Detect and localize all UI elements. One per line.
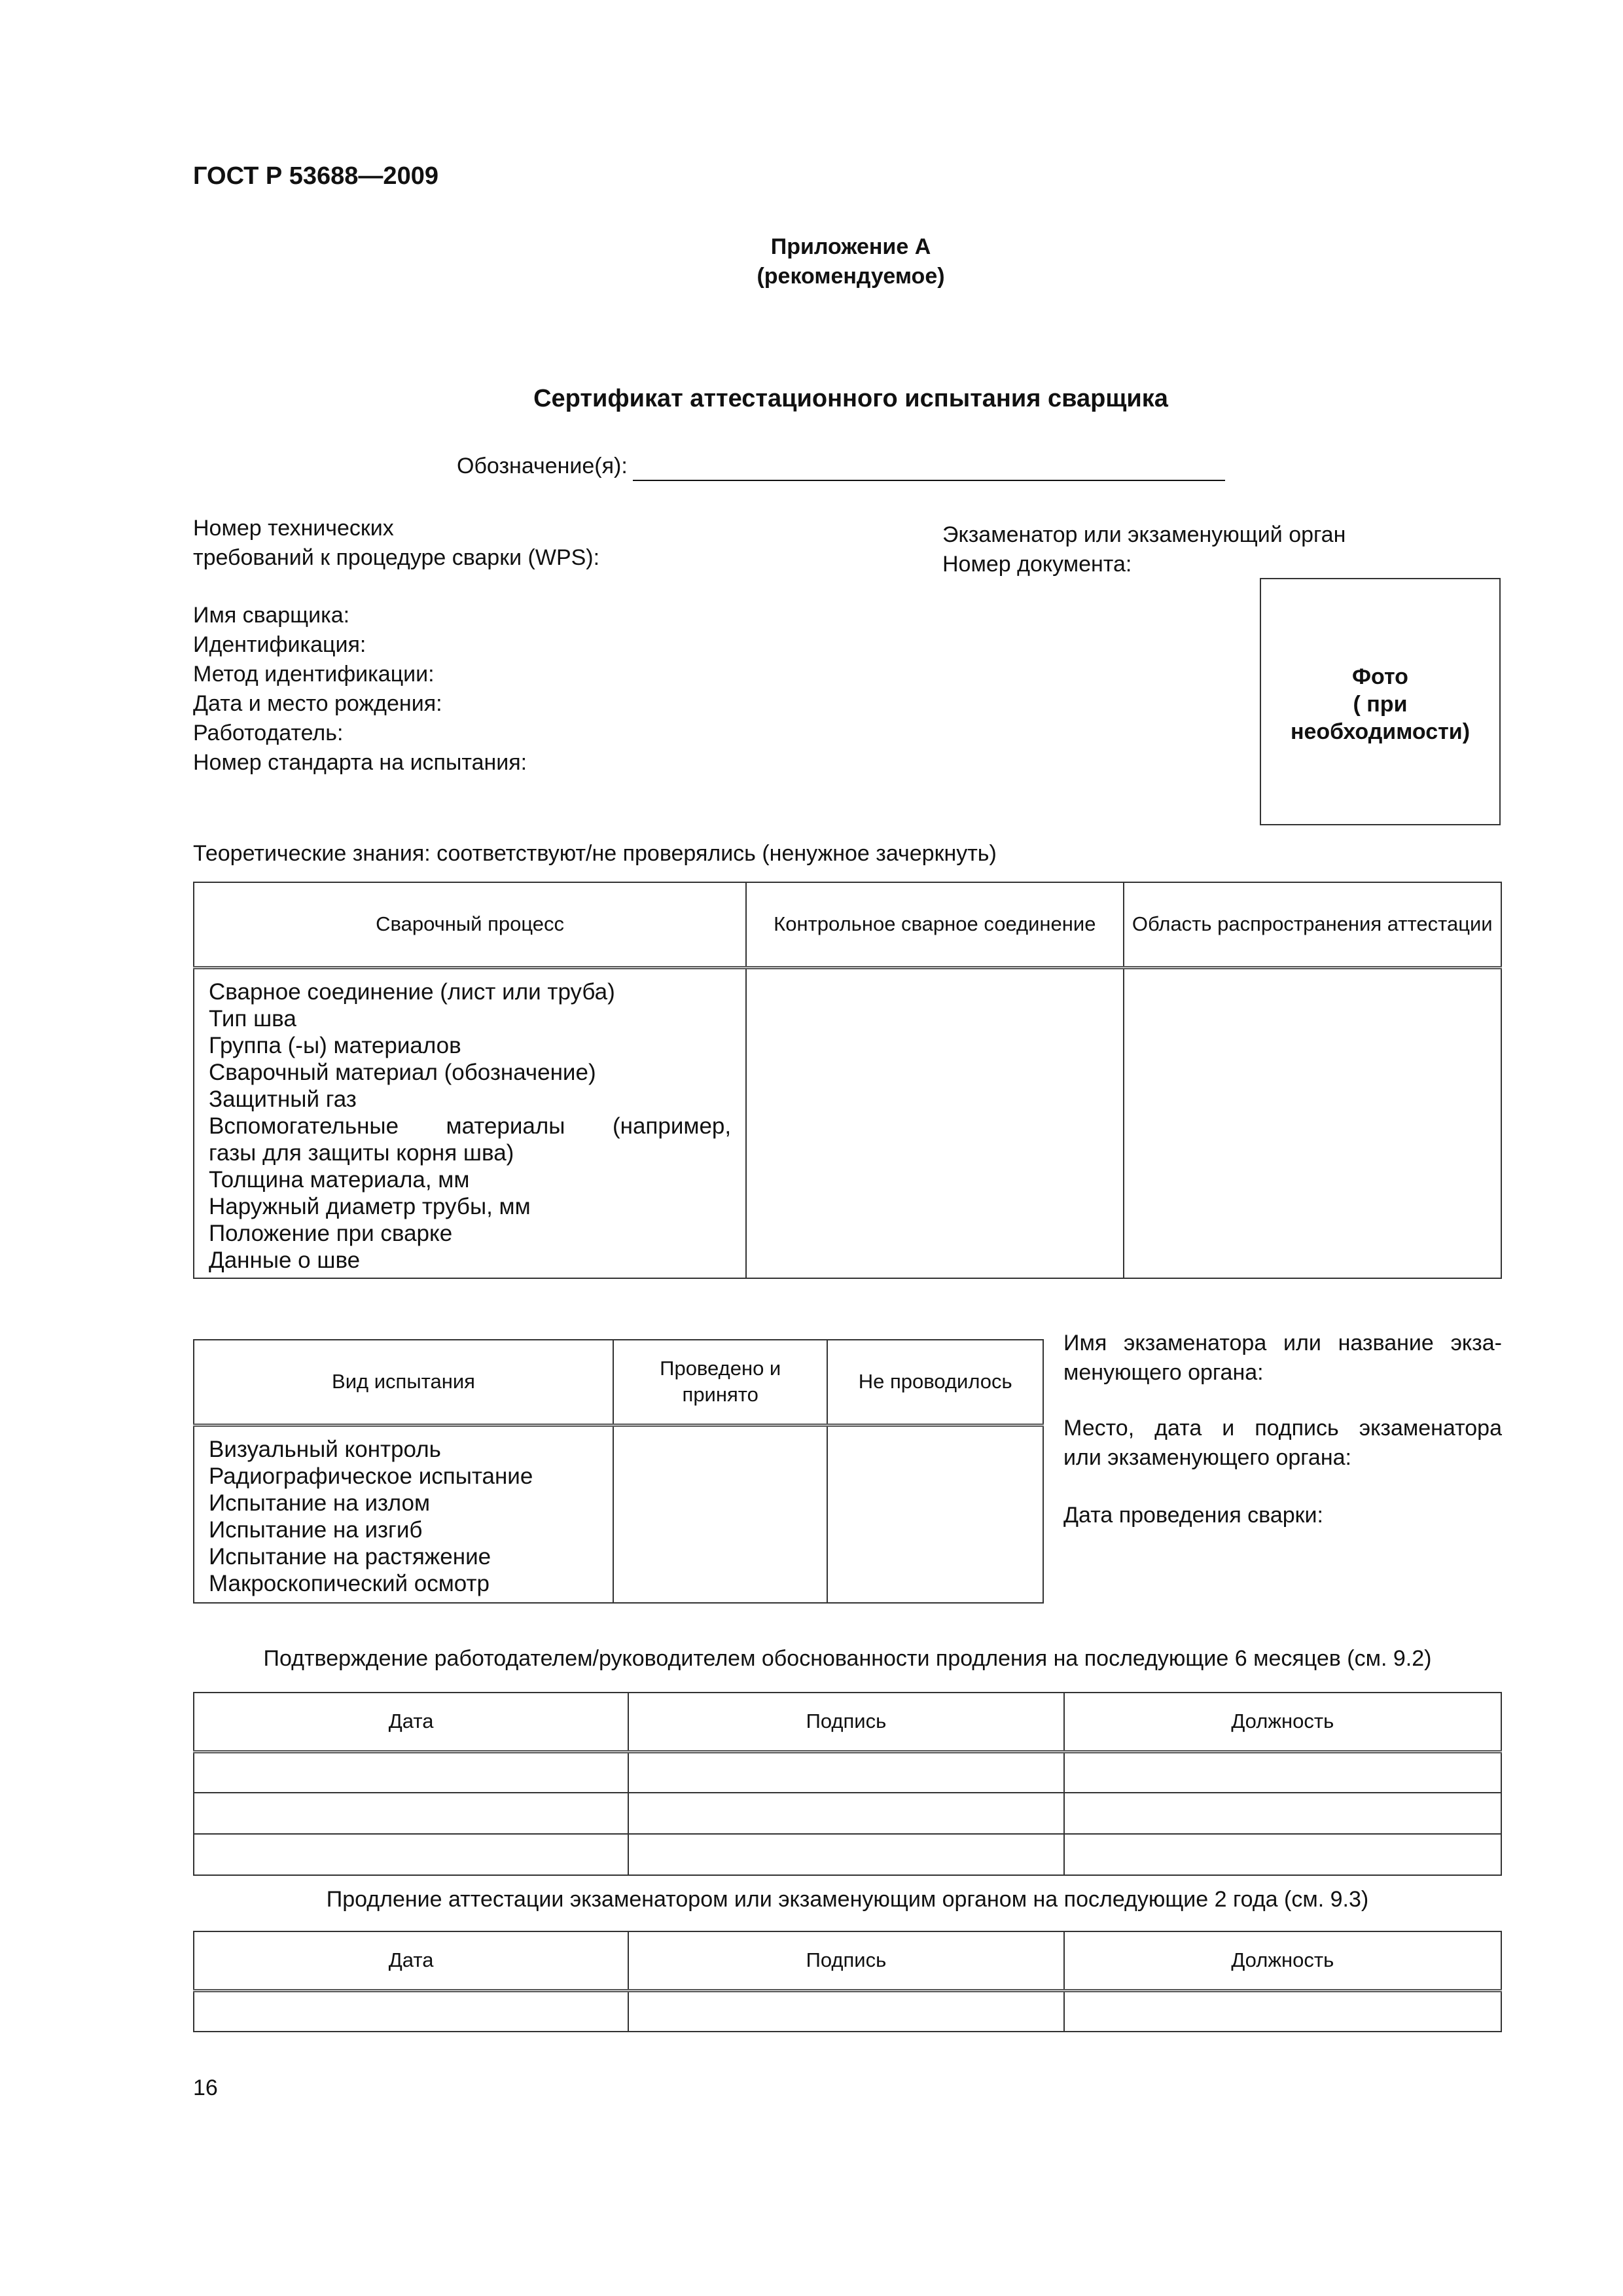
appendix-note: (рекомендуемое) (757, 264, 945, 289)
field-welder-name: Имя сварщика: (193, 603, 350, 628)
welder-fields (193, 601, 527, 778)
test-table (193, 1339, 1044, 1604)
table-row (194, 1793, 1501, 1834)
table-cell[interactable] (628, 1793, 1063, 1834)
field-test-standard: Номер стандарта на испытания: (193, 750, 527, 775)
list-item: Радиографическое испытание (209, 1463, 533, 1489)
test-passed-cell[interactable] (613, 1425, 827, 1603)
extension-title: Продление аттестации экзаменатором или экзаменующим органом на последующие 2 года (см. 9.3) (326, 1887, 1369, 1912)
field-employer: Работодатель: (193, 721, 344, 745)
photo-line-1: Фото (1352, 664, 1408, 689)
field-birth: Дата и место рождения: (193, 691, 442, 716)
standard-number: ГОСТ Р 53688—2009 (193, 162, 438, 190)
list-item: газы для защиты корня шва) (209, 1139, 514, 1166)
table-cell[interactable] (628, 1834, 1063, 1875)
table-cell[interactable] (194, 1793, 628, 1834)
confirmation-header-position: Должность (1064, 1693, 1501, 1751)
photo-box (1260, 578, 1501, 825)
list-item: Сварочный материал (обозначение) (209, 1059, 596, 1085)
examiner-fields (942, 520, 1346, 579)
table-cell[interactable] (1064, 1990, 1501, 2032)
joint-cell[interactable] (746, 967, 1123, 1278)
theory-text: Теоретические знания: соответствуют/не проверялись (ненужное зачеркнуть) (193, 841, 997, 866)
list-item: Визуальный контроль (209, 1436, 441, 1462)
designation-row (457, 452, 1225, 481)
test-header-type: Вид испытания (194, 1340, 613, 1425)
list-item: Тип шва (209, 1005, 296, 1031)
table-cell[interactable] (1064, 1751, 1501, 1793)
process-parameters-cell (194, 967, 746, 1278)
field-identification: Идентификация: (193, 632, 366, 657)
list-item: Испытание на излом (209, 1490, 431, 1516)
table-cell[interactable] (194, 1834, 628, 1875)
examiner-info (1063, 1329, 1502, 1530)
list-item: Положение при сварке (209, 1220, 453, 1246)
scope-cell[interactable] (1124, 967, 1502, 1278)
appendix-title: Приложение А (770, 234, 931, 259)
wps-line-2: требований к процедуре сварки (WPS): (193, 545, 600, 570)
process-table (193, 882, 1502, 1279)
confirmation-header-signature: Подпись (628, 1693, 1063, 1751)
table-row (194, 1990, 1501, 2032)
table-cell[interactable] (628, 1751, 1063, 1793)
extension-header-signature: Подпись (628, 1931, 1063, 1990)
test-list-cell (194, 1425, 613, 1603)
process-header-joint: Контрольное сварное соединение (746, 882, 1123, 967)
photo-line-2: ( при (1353, 692, 1408, 717)
designation-label: Обозначение(я): (457, 454, 628, 478)
table-cell[interactable] (1064, 1834, 1501, 1875)
list-item: Толщина материала, мм (209, 1166, 470, 1193)
list-item: Вспомогательные материалы (например, (209, 1113, 732, 1139)
confirmation-title: Подтверждение работодателем/руководителем обоснованности продления на последующие 6 месяцев (см. 9.2) (263, 1646, 1432, 1671)
confirmation-table (193, 1692, 1502, 1876)
list-item: Испытание на растяжение (209, 1543, 491, 1570)
table-cell[interactable] (628, 1990, 1063, 2032)
test-not-done-cell[interactable] (827, 1425, 1043, 1603)
process-header-scope: Область распространения аттестации (1124, 882, 1502, 967)
list-item: Сварное соединение (лист или труба) (209, 978, 615, 1005)
list-item: Макроскопический осмотр (209, 1570, 490, 1596)
certificate-title: Сертификат аттестационного испытания сварщика (533, 385, 1168, 412)
field-examiner: Экзаменатор или экзаменующий орган (942, 522, 1346, 547)
examiner-name-line-2: менующего органа: (1063, 1360, 1264, 1385)
examiner-place-line-2: или экзаменующего органа: (1063, 1445, 1351, 1470)
photo-line-3: необходимости) (1290, 719, 1471, 744)
table-row (194, 1834, 1501, 1875)
test-header-not-done: Не проводилось (827, 1340, 1043, 1425)
table-cell[interactable] (194, 1990, 628, 2032)
designation-line (633, 456, 1225, 481)
wps-line-1: Номер технических (193, 516, 394, 541)
table-cell[interactable] (1064, 1793, 1501, 1834)
test-header-passed: Проведено и принято (613, 1340, 827, 1425)
table-row (194, 1751, 1501, 1793)
list-item: Наружный диаметр трубы, мм (209, 1193, 531, 1219)
list-item: Данные о шве (209, 1247, 361, 1273)
weld-date: Дата проведения сварки: (1063, 1503, 1323, 1528)
confirmation-header-date: Дата (194, 1693, 628, 1751)
examiner-name-line-1: Имя экзаменатора или название экза- (1063, 1331, 1502, 1355)
list-item: Испытание на изгиб (209, 1516, 423, 1543)
extension-header-date: Дата (194, 1931, 628, 1990)
list-item: Группа (-ы) материалов (209, 1032, 461, 1058)
process-header-process: Сварочный процесс (194, 882, 746, 967)
examiner-place-line-1: Место, дата и подпись экзаменатора (1063, 1416, 1502, 1441)
extension-table (193, 1931, 1502, 2032)
field-identification-method: Метод идентификации: (193, 662, 435, 687)
table-cell[interactable] (194, 1751, 628, 1793)
extension-header-position: Должность (1064, 1931, 1501, 1990)
list-item: Защитный газ (209, 1086, 357, 1112)
page-number: 16 (193, 2075, 218, 2100)
wps-label (193, 514, 599, 573)
field-doc-number: Номер документа: (942, 552, 1132, 577)
